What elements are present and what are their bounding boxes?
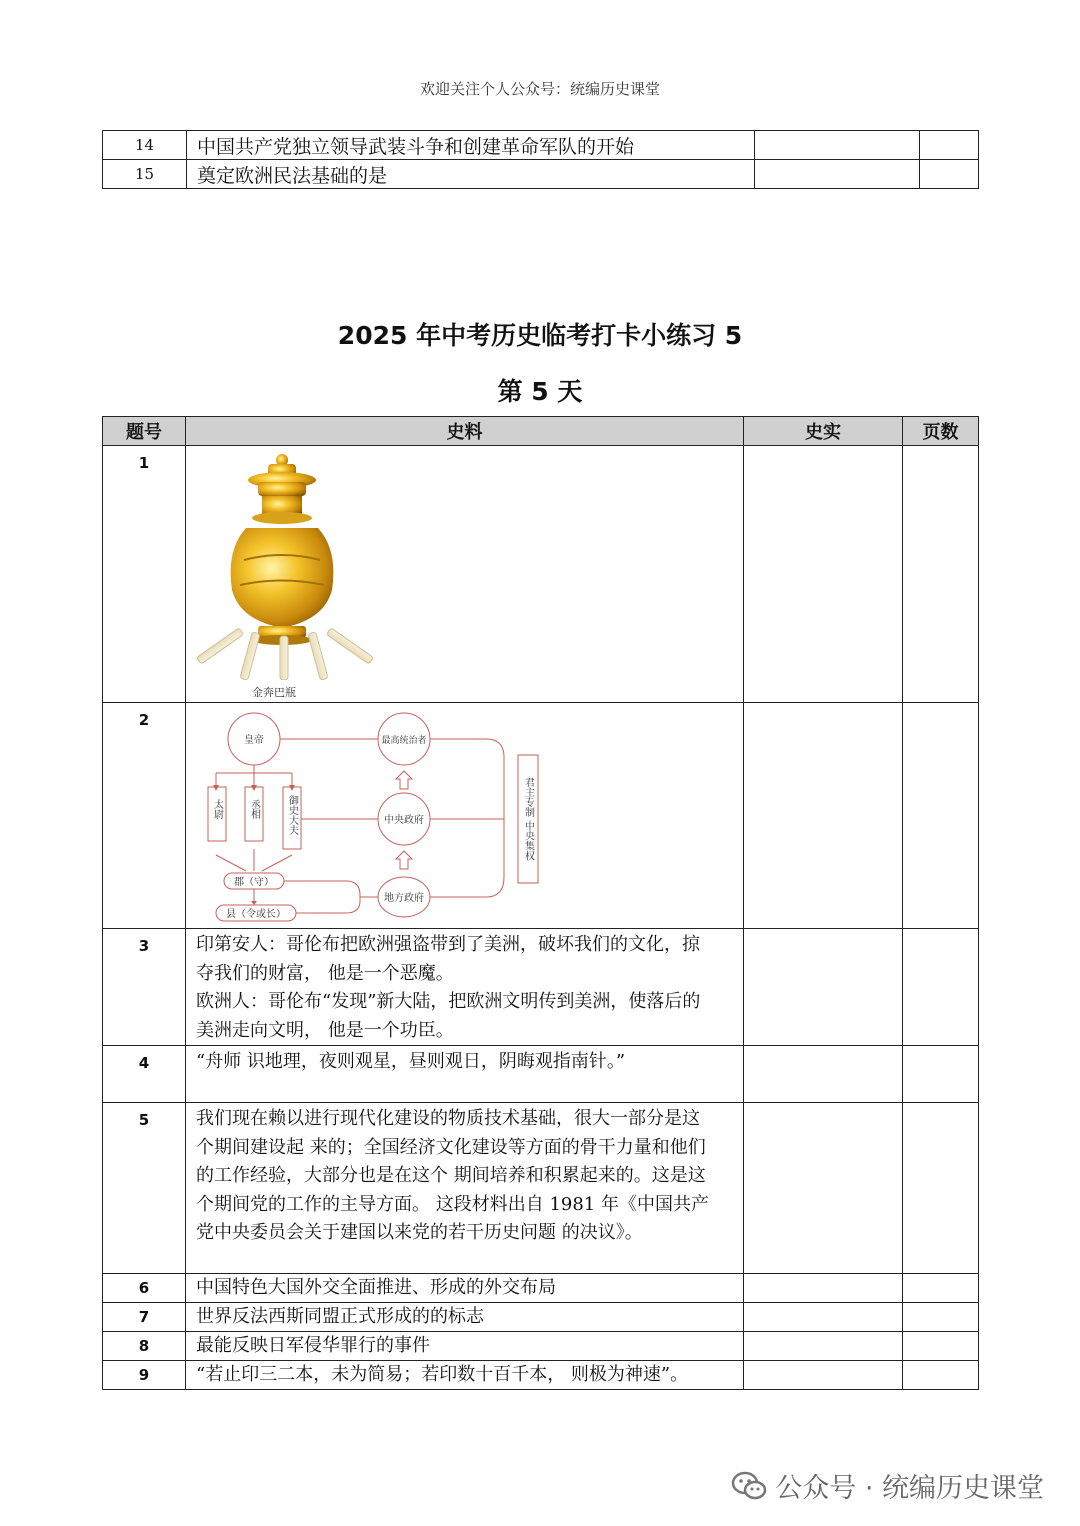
diagram-xian: 县（令或长）: [226, 909, 286, 920]
row-page-cell[interactable]: [920, 131, 979, 160]
text-line: 党中央委员会关于建国以来党的若干历史问题 的决议》。: [196, 1222, 643, 1243]
table-row: [103, 1046, 979, 1103]
previous-table: [102, 130, 979, 189]
row-fact-cell[interactable]: [744, 446, 903, 703]
watermark-text: 公众号 · 统编历史课堂: [775, 1473, 1044, 1504]
row-material: [186, 446, 744, 703]
text-line: 夺我们的财富， 他是一个恶魔。: [196, 962, 454, 984]
watermark: [731, 1466, 1044, 1505]
diagram-supreme: 最高统治者: [381, 736, 427, 746]
row-fact-cell[interactable]: [744, 703, 903, 929]
table-row: [103, 703, 979, 929]
table-row: [103, 1361, 979, 1390]
row-number: 3: [103, 929, 186, 1046]
row-number: 15: [103, 160, 187, 189]
row-material: [186, 1103, 744, 1274]
row-number: 6: [103, 1274, 186, 1303]
table-row: [103, 1103, 979, 1274]
row-number: 4: [103, 1046, 186, 1103]
row-page-cell[interactable]: [903, 1303, 979, 1332]
row-page-cell[interactable]: [903, 1046, 979, 1103]
row-fact-cell[interactable]: [744, 1274, 903, 1303]
page-title: 2025 年中考历史临考打卡小练习 5: [337, 321, 743, 350]
column-header-number: 题号: [103, 417, 186, 446]
diagram-jun: 郡（守）: [234, 877, 274, 888]
text-line: 印第安人：哥伦布把欧洲强盗带到了美洲，破坏我们的文化，掠: [196, 934, 700, 955]
column-header-page: 页数: [903, 417, 979, 446]
row-page-cell[interactable]: [903, 1361, 979, 1390]
wechat-icon: [731, 1471, 767, 1501]
text-line: 我们现在赖以进行现代化建设的物质技术基础，很大一部分是这: [196, 1108, 700, 1129]
row-number: 2: [103, 703, 186, 929]
diagram-emperor: 皇帝: [244, 735, 264, 746]
text-line: 个期间党的工作的主导方面。 这段材料出自 1981 年《中国共产: [196, 1193, 709, 1215]
row-number: 7: [103, 1303, 186, 1332]
row-number: 14: [103, 131, 187, 160]
row-page-cell[interactable]: [920, 160, 979, 189]
row-material: 中国共产党独立领导武装斗争和创建革命军队的开始: [187, 131, 755, 160]
table-row: [103, 929, 979, 1046]
diagram-chengxiang: 丞相: [248, 799, 260, 819]
table-row: [103, 1303, 979, 1332]
image-caption: 金奔巴瓶: [252, 686, 296, 699]
day-title: 第 5 天: [497, 377, 583, 406]
row-material: [186, 929, 744, 1046]
row-fact-cell[interactable]: [744, 1303, 903, 1332]
row-number: 9: [103, 1361, 186, 1390]
text-line: 欧洲人：哥伦布“发现”新大陆，把欧洲文明传到美洲，使落后的: [196, 991, 701, 1012]
row-page-cell[interactable]: [903, 1332, 979, 1361]
row-number: 1: [103, 446, 186, 703]
column-header-fact: 史实: [744, 417, 903, 446]
row-page-cell[interactable]: [903, 703, 979, 929]
row-material: “若止印三二本，未为简易；若印数十百千本， 则极为神速”。: [186, 1361, 744, 1390]
diagram-local: 地方政府: [384, 893, 424, 904]
table-row: [103, 160, 979, 189]
table-row: [103, 446, 979, 703]
column-header-material: 史料: [186, 417, 744, 446]
diagram-taiwei: 太尉: [211, 799, 223, 819]
row-page-cell[interactable]: [903, 1274, 979, 1303]
row-fact-cell[interactable]: [744, 929, 903, 1046]
golden-urn-image: [196, 450, 406, 680]
text-line: 美洲走向文明， 他是一个功臣。: [196, 1019, 454, 1041]
row-page-cell[interactable]: [903, 929, 979, 1046]
row-fact-cell[interactable]: [744, 1046, 903, 1103]
text-line: 个期间建设起 来的；全国经济文化建设等方面的骨干力量和他们: [196, 1136, 706, 1158]
diagram-central: 中央政府: [384, 815, 424, 826]
political-system-diagram: [206, 705, 566, 927]
row-material: 世界反法西斯同盟正式形成的的标志: [186, 1303, 744, 1332]
page-header: 欢迎关注个人公众号：统编历史课堂: [419, 80, 660, 98]
row-fact-cell[interactable]: [755, 160, 920, 189]
practice-table: [102, 416, 979, 1390]
row-page-cell[interactable]: [903, 1103, 979, 1274]
diagram-system: 君主专制 中央集权: [522, 777, 534, 861]
row-fact-cell[interactable]: [744, 1332, 903, 1361]
diagram-yushi: 御史大夫: [286, 795, 298, 835]
row-material: “舟师 识地理，夜则观星，昼则观日，阴晦观指南针。”: [186, 1046, 744, 1103]
row-fact-cell[interactable]: [744, 1361, 903, 1390]
row-material: 奠定欧洲民法基础的是: [187, 160, 755, 189]
table-row: [103, 1332, 979, 1361]
row-fact-cell[interactable]: [744, 1103, 903, 1274]
row-fact-cell[interactable]: [755, 131, 920, 160]
row-number: 8: [103, 1332, 186, 1361]
row-number: 5: [103, 1103, 186, 1274]
text-line: 的工作经验，大部分也是在这个 期间培养和积累起来的。这是这: [196, 1165, 706, 1186]
table-row: [103, 1274, 979, 1303]
row-material: 中国特色大国外交全面推进、形成的外交布局: [186, 1274, 744, 1303]
table-header-row: [103, 417, 979, 446]
row-material: [186, 703, 744, 929]
row-material: 最能反映日军侵华罪行的事件: [186, 1332, 744, 1361]
table-row: [103, 131, 979, 160]
row-page-cell[interactable]: [903, 446, 979, 703]
